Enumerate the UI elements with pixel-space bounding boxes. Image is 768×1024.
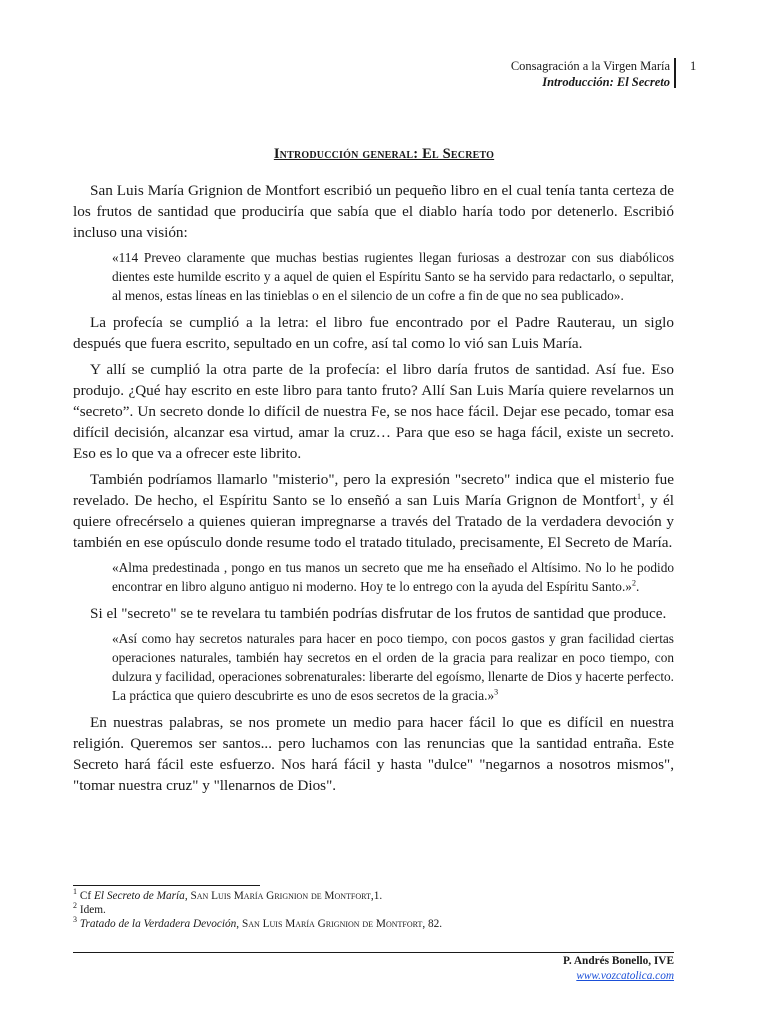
page-footer	[400, 954, 674, 984]
footnote-1-work: El Secreto de María	[93, 890, 185, 902]
paragraph-4-text-b: , y él quiere ofrecérselo a quienes quieran impregnarse a través del Tratado de la verdadera devoción y también en ese opúsculo donde resume todo el tratado titulado, precisamente, El Secreto de María.	[73, 492, 674, 551]
footnote-2-number: 2	[73, 901, 77, 911]
footer-website-link[interactable]: www.vozcatolica.com	[576, 970, 674, 982]
footnote-1	[73, 889, 674, 903]
footnote-3-number: 3	[73, 915, 77, 925]
paragraph-6: En nuestras palabras, se nos promete un medio para hacer fácil lo que es difícil en nuestra religión. Queremos ser santos... pero luchamos con las renuncias que la santidad entraña. Este Secreto hará fácil este esfuerzo. Nos hará fácil y hasta "dulce" "negarnos a nosotros mismos", "tomar nuestra cruz" y "llenarnos de Dios".	[73, 714, 674, 794]
page-number: 1	[690, 59, 697, 73]
quote-3	[112, 629, 674, 705]
quote-3-text: «Así como hay secretos naturales para hacer en poco tiempo, con pocos gastos y gran facilidad ciertas operaciones naturales, también hay secretos en el orden de la gracia para realizar en poco tiempo, con dulzura y facilidad, operaciones sobrenaturales: liberarte del egoísmo, llenarte de Dios y hacerte perfecto. La práctica que quiero descubrirte es uno de esos secretos de la gracia.»	[112, 631, 674, 703]
footnote-3-suffix: , 82.	[422, 918, 443, 930]
footnote-1-suffix: ,1.	[370, 890, 383, 902]
footnote-1-number: 1	[73, 887, 77, 897]
header-title: Consagración a la Virgen María	[510, 59, 670, 73]
footnotes	[73, 889, 674, 931]
running-header	[400, 58, 670, 90]
paragraph-1: San Luis María Grignion de Montfort escribió un pequeño libro en el cual tenía tanta certeza de los frutos de santidad que produciría que sabía que el diablo haría todo por detenerlo. Escribió incluso una visión:	[73, 182, 674, 241]
footnote-ref-1: 1	[637, 491, 641, 501]
paragraph-3: Y allí se cumplió la otra parte de la profecía: el libro daría frutos de santidad. Así fue. Eso produjo. ¿Qué hay escrito en este libro para tanto fruto? Allí San Luis María quiere revelarnos un “secreto”. Un secreto donde lo difícil de nuestra Fe, se nos hace fácil. Dejar ese pecado, tomar esa difícil decisión, alcanzar esa virtud, amar la cruz… Para que eso se haga fácil, existe un secreto. Eso es lo que va a ofrecer este librito.	[73, 361, 674, 462]
footer-separator	[73, 952, 674, 953]
footnote-separator	[73, 885, 260, 886]
quote-2	[112, 558, 674, 596]
paragraph-4-text-a: También podríamos llamarlo "misterio", pero la expresión "secreto" indica que el misterio fue revelado. De hecho, el Espíritu Santo se lo enseñó a san Luis María Grignon de Montfort	[73, 471, 674, 509]
paragraph-4	[73, 469, 674, 553]
footnote-1-author: San Luis María Grignion de Montfort	[190, 890, 371, 902]
footnote-3-work: Tratado de la Verdadera Devoción	[79, 918, 237, 930]
quote-1: «114 Preveo claramente que muchas bestias rugientes llegan furiosas a destrozar con sus diabólicos dientes este humilde escrito y a aquel de quien el Espíritu Santo se ha servido para redactarlo, o sepultar, al menos, estas líneas en las tinieblas o en el silencio de un cofre a fin de que no sea publicado».	[112, 250, 674, 303]
footnote-3	[73, 917, 674, 931]
section-title: Introducción general: El Secreto	[273, 146, 495, 162]
footer-author: P. Andrés Bonello, IVE	[562, 955, 674, 967]
footnote-ref-2: 2	[631, 578, 636, 588]
footnote-ref-3: 3	[494, 687, 499, 697]
header-divider	[674, 58, 676, 88]
footnote-1-sep: ,	[184, 890, 191, 902]
footnote-1-prefix: Cf	[79, 890, 94, 902]
document-body	[73, 180, 674, 801]
footnote-2	[73, 903, 674, 917]
quote-2-end: .	[635, 579, 640, 594]
footnote-3-sep: ,	[236, 918, 242, 930]
footnote-2-text: Idem.	[79, 904, 106, 916]
paragraph-2: La profecía se cumplió a la letra: el libro fue encontrado por el Padre Rauterau, un siglo después que fuera escrito, sepultado en un cofre, así tal como lo vió san Luis María.	[73, 314, 674, 352]
quote-2-text: «Alma predestinada , pongo en tus manos un secreto que me ha enseñado el Altísimo. No lo he podido encontrar en libro alguno antiguo ni moderno. Hoy te lo entrego con la ayuda del Espíritu Santo.»	[112, 560, 674, 594]
paragraph-5: Si el "secreto" se te revelara tu también podrías disfrutar de los frutos de santidad que produce.	[90, 605, 667, 622]
header-subtitle: Introducción: El Secreto	[542, 75, 670, 89]
footnote-3-author: San Luis María Grignion de Montfort	[241, 918, 423, 930]
